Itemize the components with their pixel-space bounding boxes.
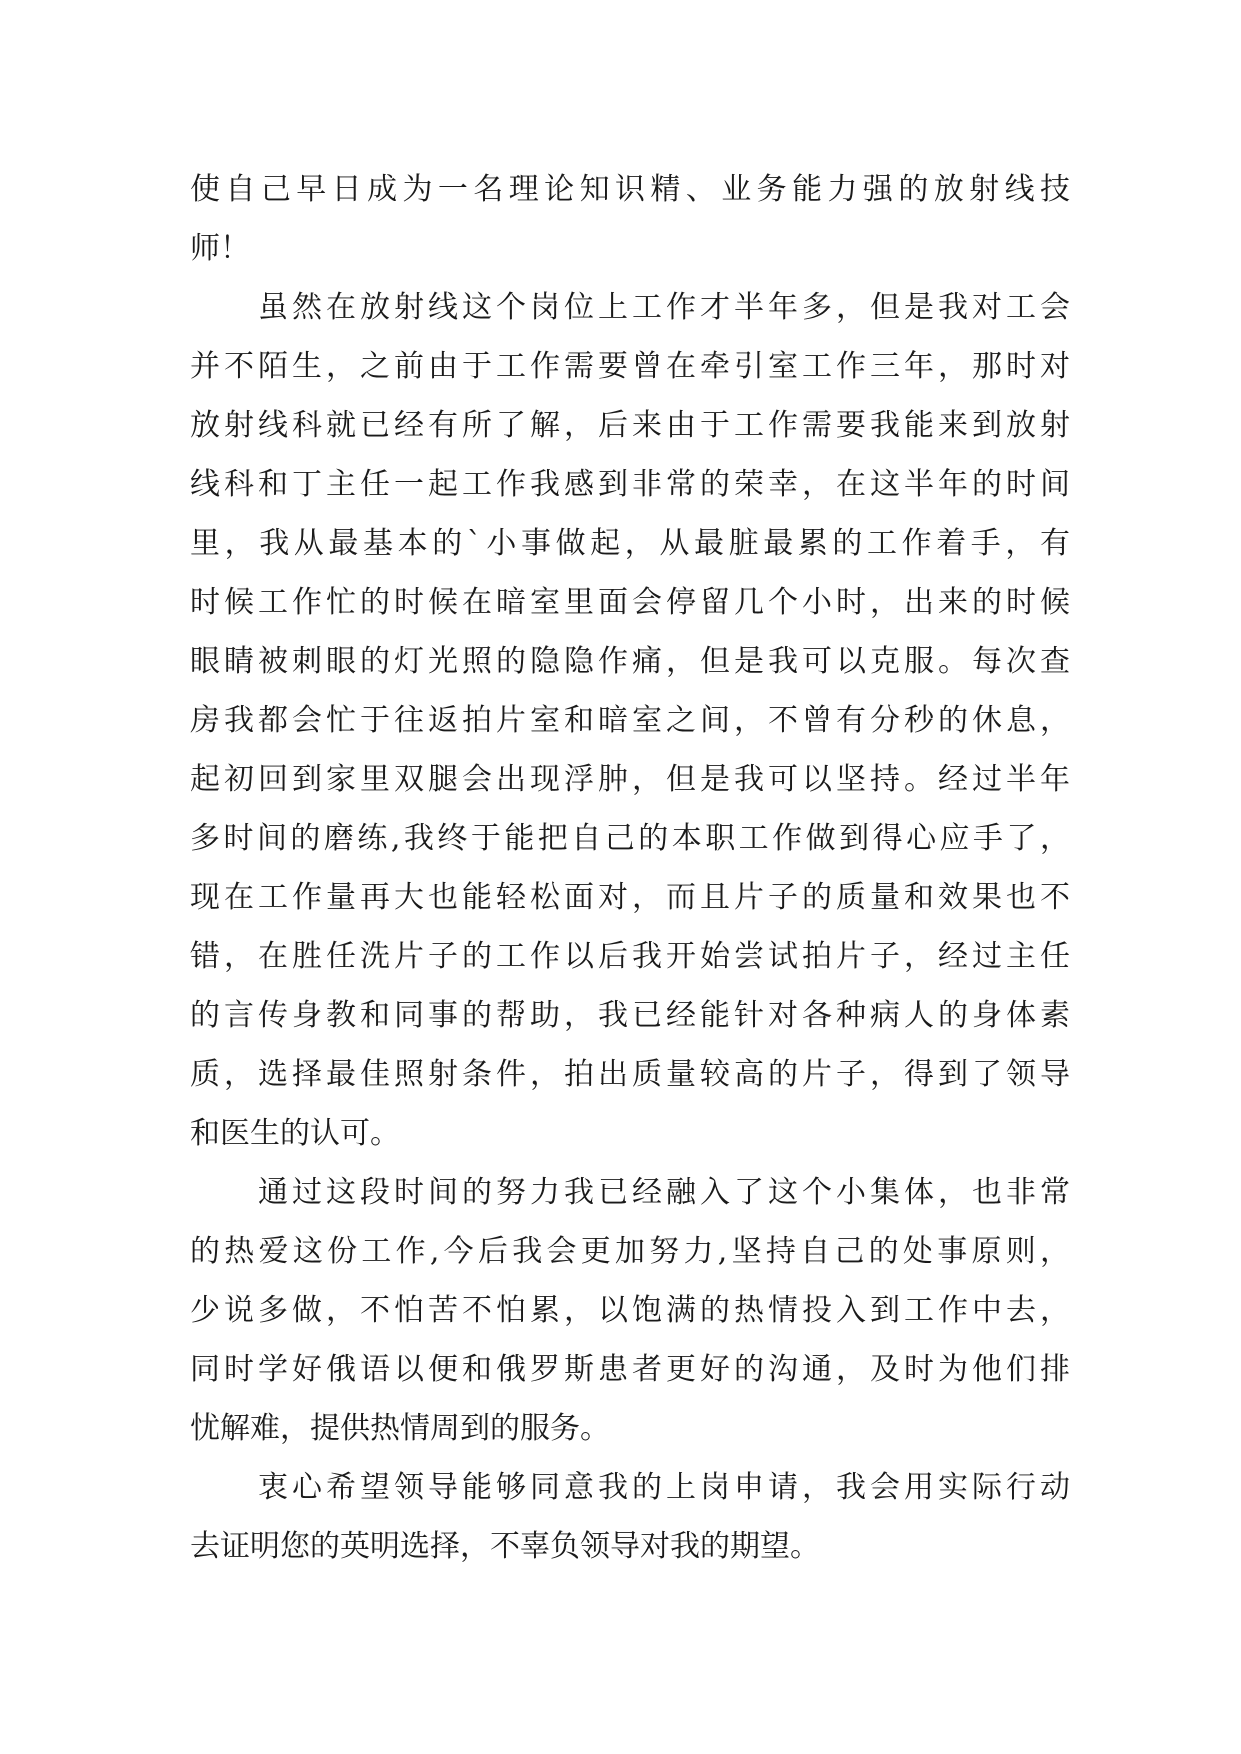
text-line: 同时学好俄语以便和俄罗斯患者更好的沟通，及时为他们排 [190,1352,1070,1387]
text-line: 虽然在放射线这个岗位上工作才半年多，但是我对工会 [258,290,1070,325]
text-line: 错，在胜任洗片子的工作以后我开始尝试拍片子，经过主任 [190,939,1070,974]
text-line: 使自己早日成为一名理论知识精、业务能力强的放射线技 [190,172,1070,207]
text-line: 质，选择最佳照射条件，拍出质量较高的片子，得到了领导 [190,1057,1070,1092]
text-line: 的热爱这份工作,今后我会更加努力,坚持自己的处事原则， [190,1234,1070,1269]
text-line: 起初回到家里双腿会出现浮肿，但是我可以坚持。经过半年 [190,762,1070,797]
paragraph [190,1458,1070,1576]
text-line: 的言传身教和同事的帮助，我已经能针对各种病人的身体素 [190,998,1070,1033]
text-line: 通过这段时间的努力我已经融入了这个小集体，也非常 [258,1175,1070,1210]
text-line: 线科和丁主任一起工作我感到非常的荣幸，在这半年的时间 [190,467,1070,502]
text-line: 房我都会忙于往返拍片室和暗室之间，不曾有分秒的休息， [190,703,1070,738]
text-line: 放射线科就已经有所了解，后来由于工作需要我能来到放射 [190,408,1070,443]
text-line: 衷心希望领导能够同意我的上岗申请，我会用实际行动 [258,1470,1070,1505]
text-line: 忧解难，提供热情周到的服务。 [190,1411,610,1446]
text-line: 里，我从最基本的`小事做起，从最脏最累的工作着手，有 [190,526,1070,561]
text-line: 眼睛被刺眼的灯光照的隐隐作痛，但是我可以克服。每次查 [190,644,1070,679]
document-body [190,160,1070,1576]
text-line: 现在工作量再大也能轻松面对，而且片子的质量和效果也不 [190,880,1070,915]
text-line: 时候工作忙的时候在暗室里面会停留几个小时，出来的时候 [190,585,1070,620]
paragraph [190,278,1070,1163]
paragraph [190,1163,1070,1458]
text-line: 师！ [190,231,250,266]
text-line: 去证明您的英明选择，不辜负领导对我的期望。 [190,1529,820,1564]
text-line: 并不陌生，之前由于工作需要曾在牵引室工作三年，那时对 [190,349,1070,384]
text-line: 多时间的磨练,我终于能把自己的本职工作做到得心应手了， [190,821,1070,856]
text-line: 和医生的认可。 [190,1116,400,1151]
paragraph [190,160,1070,278]
text-line: 少说多做，不怕苦不怕累，以饱满的热情投入到工作中去， [190,1293,1070,1328]
